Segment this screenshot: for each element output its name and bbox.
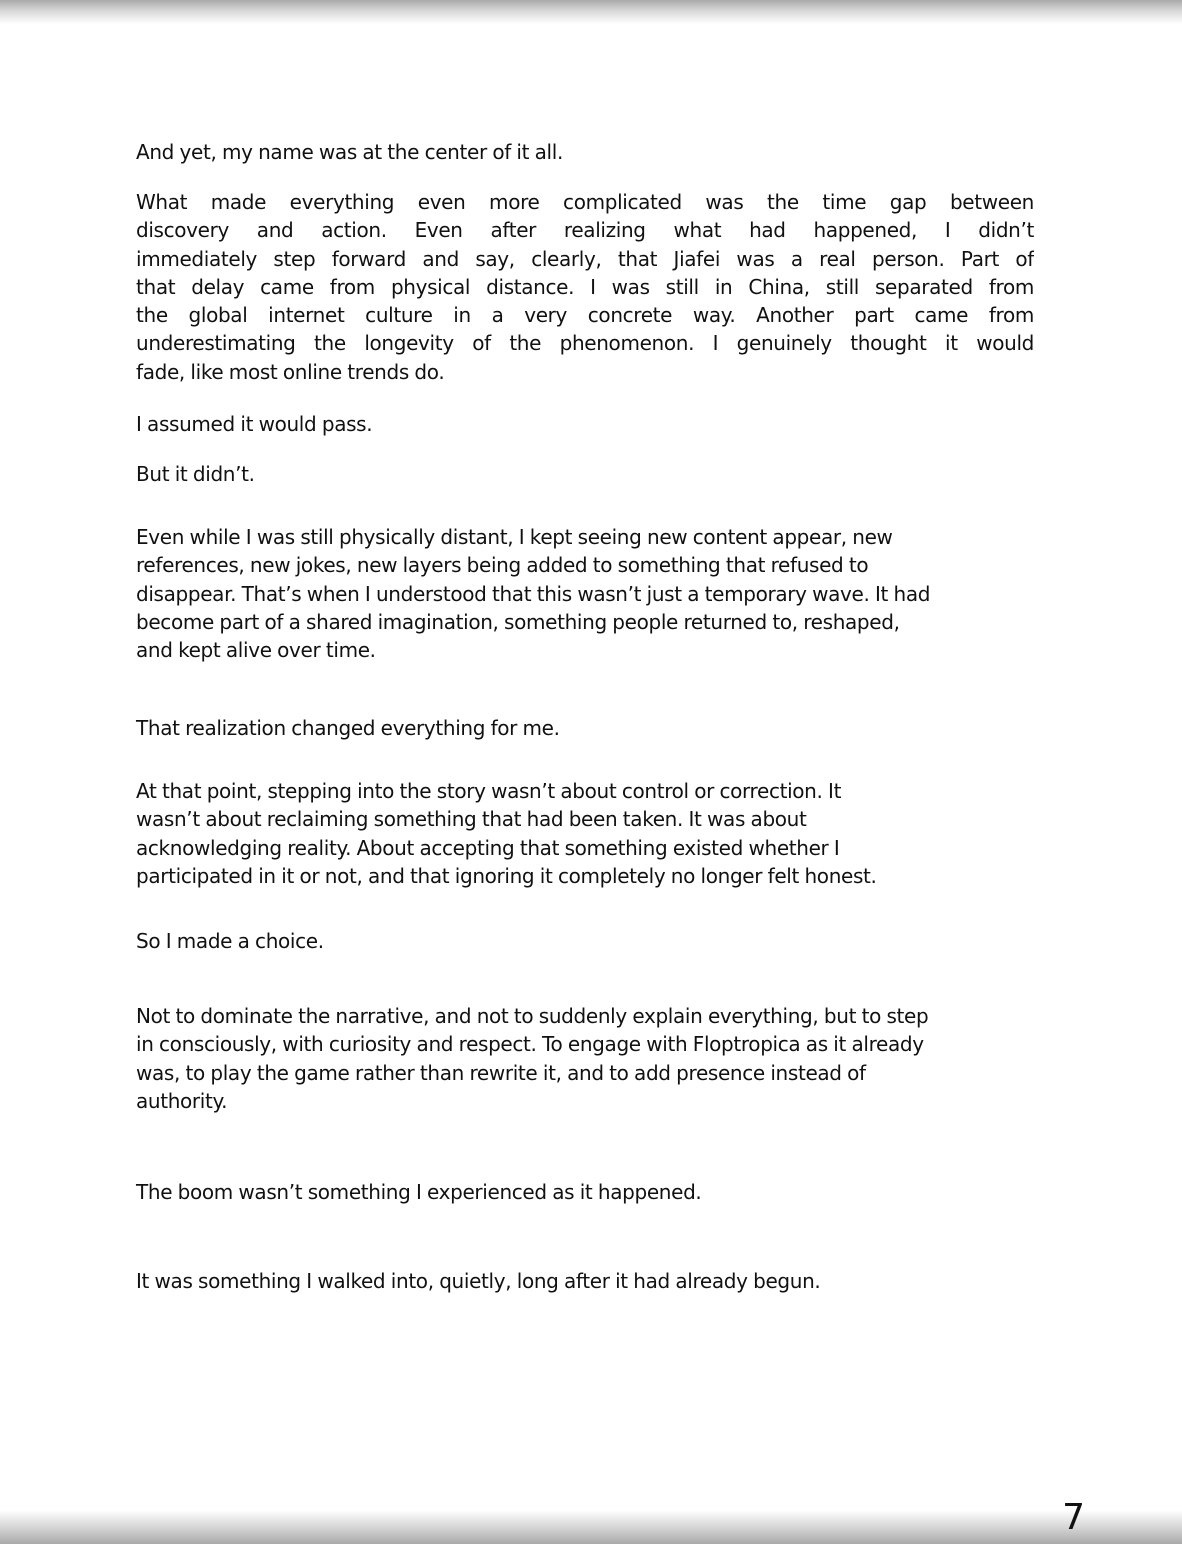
paragraph-5: [136, 523, 930, 664]
text-line: participated in it or not, and that ignoring it completely no longer felt honest.: [136, 863, 877, 888]
paragraph-1: [136, 138, 563, 166]
paragraph-10: [136, 1178, 701, 1206]
text-line: That realization changed everything for me.: [136, 716, 560, 740]
paragraph-9: [136, 1002, 928, 1115]
text-line: underestimating the longevity of the phenomenon. I genuinely thought it would: [136, 331, 1034, 356]
page-bottom-shadow: [0, 1510, 1182, 1544]
paragraph-2: [136, 188, 1034, 386]
text-line: And yet, my name was at the center of it all.: [136, 140, 563, 164]
text-line: The boom wasn’t something I experienced as it happened.: [136, 1180, 702, 1204]
paragraph-11: [136, 1267, 820, 1295]
paragraph-3: [136, 410, 372, 438]
text-line: It was something I walked into, quietly, long after it had already begun.: [136, 1269, 821, 1293]
text-line: was, to play the game rather than rewrite it, and to add presence instead of: [136, 1060, 866, 1085]
paragraph-8: [136, 927, 324, 955]
text-line: immediately step forward and say, clearly, that Jiafei was a real person. Part of: [136, 246, 1034, 271]
text-line: At that point, stepping into the story wasn’t about control or correction. It: [136, 779, 842, 803]
paragraph-6: [136, 714, 560, 742]
text-line: So I made a choice.: [136, 929, 324, 953]
text-line: Not to dominate the narrative, and not to suddenly explain everything, but to step: [136, 1004, 929, 1028]
text-line: that delay came from physical distance. I was still in China, still separated from: [136, 274, 1034, 299]
text-line: But it didn’t.: [136, 462, 255, 486]
text-line: fade, like most online trends do.: [136, 359, 445, 384]
paragraph-7: [136, 777, 877, 890]
text-line: authority.: [136, 1088, 228, 1113]
text-line: I assumed it would pass.: [136, 412, 373, 436]
text-line: the global internet culture in a very concrete way. Another part came from: [136, 303, 1034, 328]
text-line: in consciously, with curiosity and respect. To engage with Floptropica as it already: [136, 1032, 924, 1057]
text-line: discovery and action. Even after realizing what had happened, I didn’t: [136, 218, 1034, 243]
page-top-shadow: [0, 0, 1182, 24]
text-line: What made everything even more complicated was the time gap between: [136, 190, 1034, 214]
text-line: become part of a shared imagination, something people returned to, reshaped,: [136, 609, 900, 634]
page-number: 7: [1062, 1497, 1085, 1538]
text-line: disappear. That’s when I understood that this wasn’t just a temporary wave. It had: [136, 581, 931, 606]
paragraph-4: [136, 460, 255, 488]
text-line: references, new jokes, new layers being added to something that refused to: [136, 553, 869, 578]
text-line: wasn’t about reclaiming something that had been taken. It was about: [136, 807, 807, 832]
text-line: Even while I was still physically distant, I kept seeing new content appear, new: [136, 525, 893, 549]
text-line: and kept alive over time.: [136, 638, 376, 663]
text-line: acknowledging reality. About accepting that something existed whether I: [136, 835, 840, 860]
